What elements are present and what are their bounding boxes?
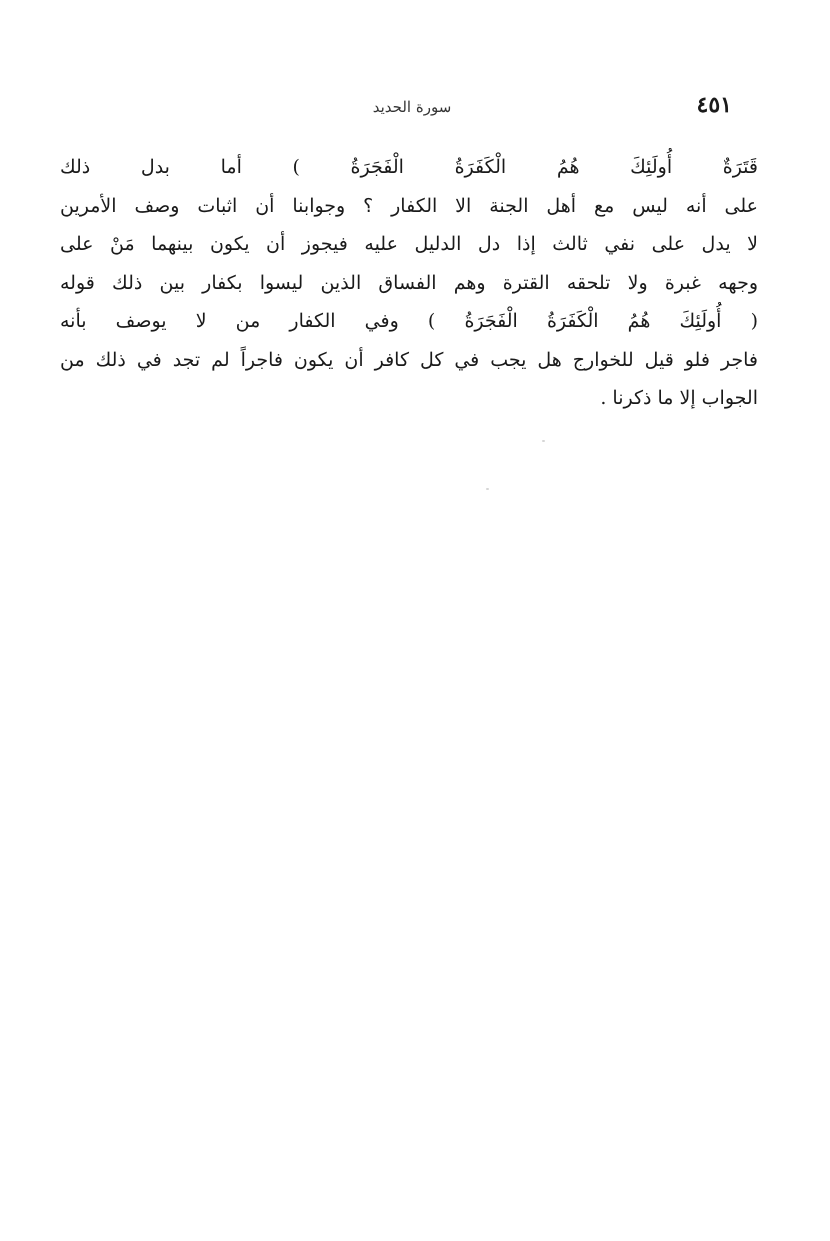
text-line: فاجر فلو قيل للخوارج هل يجب في كل كافر أن يكون فاجراً لم تجد في ذلك من: [60, 348, 758, 371]
body-text: [60, 148, 758, 418]
scan-speck: [486, 488, 489, 490]
text-line: قَتَرَةٌ أُولَئِكَ هُمُ الْكَفَرَةُ الْفَجَرَةُ ) أما بدل ذلك: [60, 156, 758, 178]
text-line: ( أُولَئِكَ هُمُ الْكَفَرَةُ الْفَجَرَةُ ) وفي الكفار من لا يوصف بأنه: [60, 310, 758, 332]
running-title: سورة الحديد: [372, 98, 452, 116]
text-line: وجهه غبرة ولا تلحقه القترة وهم الفساق الذين ليسوا بكفار بين ذلك قوله: [60, 271, 758, 294]
text-line: على أنه ليس مع أهل الجنة الا الكفار ؟ وجوابنا أن اثبات وصف الأمرين: [60, 194, 758, 217]
text-line: لا يدل على نفي ثالث إذا دل الدليل عليه فيجوز أن يكون بينهما مَنْ على: [60, 233, 758, 255]
page-header: [92, 92, 732, 122]
page-number: ٤٥١: [696, 92, 732, 118]
scan-speck: [542, 440, 545, 442]
text-line: الجواب إلا ما ذكرنا .: [600, 387, 758, 409]
